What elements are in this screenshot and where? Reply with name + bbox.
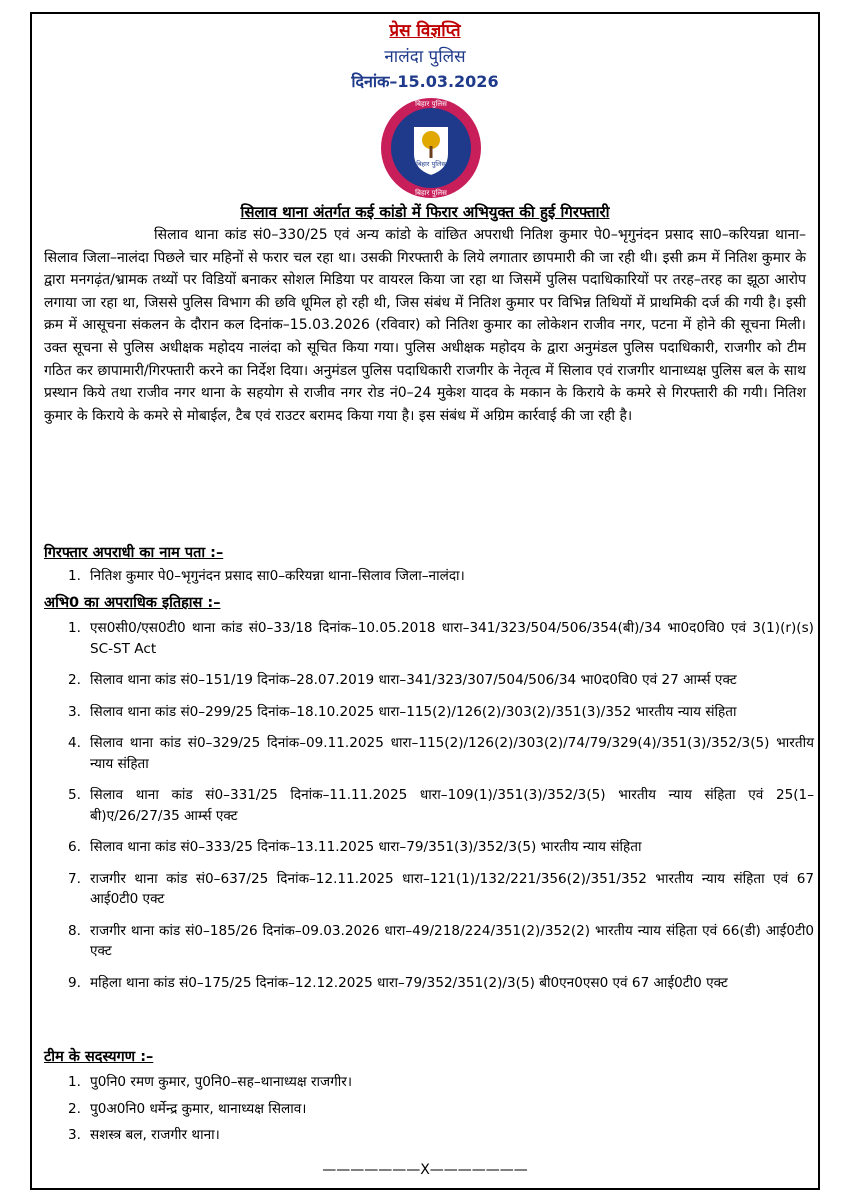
item-text: पु0नि0 रमण कुमार, पु0नि0–सह–थानाध्यक्ष राजगीर। xyxy=(90,1074,353,1090)
body-paragraph: सिलाव थाना कांड सं0–330/25 एवं अन्य कांडो के वांछित अपराधी नितिश कुमार पे0–भृगुनंदन प्रसाद सा0–करियन्ना थाना–सिलाव जिला–नालंदा पिछले चार महिनों से फरार चल रहा था। उसकी गिरफ्तारी के लिये लगातार छापमारी की जा रही थी। इसी क्रम में नितिश कुमार के द्वारा मनगढ़ंत/भ्रामक तथ्यों पर विडियों बनाकर सोशल मिडिया पर वायरल किया जा रहा था जिसमें पुलिस पदाधिकारियों पर तरह–तरह का झूठा आरोप लगाया जा रहा था, जिससे पुलिस विभाग की छवि धूमिल हो रही थी, जिस संबंध में नितिश कुमार पर विभिन्न तिथियों में प्राथमिकी दर्ज की गयी है। इसी क्रम में आसूचना संकलन के दौरान कल दिनांक–15.03.2026 (रविवार) को नितिश कुमार का लोकेशन राजीव नगर, पटना में होने की सूचना मिली। उक्त सूचना से पुलिस अधीक्षक महोदय नालंदा को सूचित किया गया। पुलिस अधीक्षक महोदय के द्वारा अनुमंडल पुलिस पदाधिकारी, राजगीर को टीम गठित कर छापामारी/गिरफ्तारी करने का निर्देश दिया। अनुमंडल पुलिस पदाधिकारी राजगीर के नेतृत्व में सिलाव एवं राजगीर थानाध्यक्ष पुलिस बल के साथ प्रस्थान किये तथा राजीव नगर थाना के सहयोग से राजीव नगर रोड नं0–24 मुकेश यादव के मकान के किराये के कमरे से गिरफ्तारी की गयी। नितिश कुमार के किराये के कमरे से मोबाईल, टैब एवं राउटर बरामद किया गया है। इस संबंध में अग्रिम कार्रवाई की जा रही है। xyxy=(44,227,806,424)
item-text: महिला थाना कांड सं0–175/25 दिनांक–12.12.2025 धारा–79/352/351(2)/3(5) बी0एन0एस0 एवं 67 आई0टी0 एक्ट xyxy=(90,974,728,991)
item-number: 6. xyxy=(68,839,81,855)
item-text: सिलाव थाना कांड सं0–333/25 दिनांक–13.11.2025 धारा–79/351(3)/352/3(5) भारतीय न्याय संहिता xyxy=(90,839,642,855)
arrested-heading: गिरफ्तार अपराधी का नाम पता :– xyxy=(44,545,224,561)
item-number: 9. xyxy=(68,974,81,991)
emblem-center-text: बिहार पुलिस xyxy=(416,160,446,168)
item-number: 7. xyxy=(68,870,81,887)
list-item xyxy=(44,837,814,858)
item-text: राजगीर थाना कांड सं0–637/25 दिनांक–12.11.2025 धारा–121(1)/132/221/356(2)/351/352 भारतीय न्याय संहिता एवं 67 आई0टी0 एक्ट xyxy=(90,870,814,907)
item-number: 4. xyxy=(68,735,81,751)
team-heading: टीम के सदस्यगण :– xyxy=(44,1049,154,1065)
item-text: सिलाव थाना कांड सं0–299/25 दिनांक–18.10.2025 धारा–115(2)/126(2)/303(2)/351(3)/352 भारतीय न्याय संहिता xyxy=(90,703,737,720)
org-name: नालंदा पुलिस xyxy=(384,47,466,67)
item-text: सशस्त्र बल, राजगीर थाना। xyxy=(90,1127,220,1143)
list-item xyxy=(44,1072,814,1093)
list-item xyxy=(44,702,814,723)
team-list xyxy=(44,1072,814,1146)
bihar-police-emblem-icon xyxy=(379,96,483,200)
item-text: सिलाव थाना कांड सं0–329/25 दिनांक–09.11.2025 धारा–115(2)/126(2)/303(2)/74/79/329(4)/351(3)/352/3(5) भारतीय न्याय संहिता xyxy=(90,735,814,772)
history-list xyxy=(44,618,814,993)
emblem-tree-trunk xyxy=(430,146,433,158)
item-text: एस0सी0/एस0टी0 थाना कांड सं0–33/18 दिनांक–10.05.2018 धारा–341/323/504/506/354(बी)/34 भा0द0वि0 एवं 3(1)(r)(s) SC-ST Act xyxy=(90,620,814,657)
item-number: 1. xyxy=(68,568,81,584)
item-text: सिलाव थाना कांड सं0–331/25 दिनांक–11.11.2025 धारा–109(1)/351(3)/352/3(5) भारतीय न्याय संहिता एवं 25(1–बी)ए/26/27/35 आर्म्स एक्ट xyxy=(90,787,814,824)
item-text: पु0अ0नि0 धर्मेन्द्र कुमार, थानाध्यक्ष सिलाव। xyxy=(90,1100,307,1117)
item-number: 2. xyxy=(68,1100,81,1117)
arrested-list xyxy=(44,566,814,587)
item-number: 8. xyxy=(68,922,81,939)
release-title: सिलाव थाना अंतर्गत कई कांडो में फिरार अभियुक्त की हुई गिरफ्तारी xyxy=(240,203,610,221)
item-number: 1. xyxy=(68,620,81,636)
list-item xyxy=(44,566,814,587)
list-item xyxy=(44,785,814,826)
item-number: 3. xyxy=(68,703,81,720)
list-item xyxy=(44,921,814,962)
list-item xyxy=(44,1099,814,1120)
list-item xyxy=(44,733,814,774)
emblem-bottom-text: बिहार पुलिस xyxy=(415,189,447,197)
end-mark: ———————X——————— xyxy=(322,1162,528,1178)
release-date: दिनांक–15.03.2026 xyxy=(351,72,499,91)
list-item xyxy=(44,869,814,910)
item-number: 3. xyxy=(68,1127,81,1143)
list-item xyxy=(44,973,814,994)
emblem-top-text: बिहार पुलिस xyxy=(415,100,447,108)
press-release-page xyxy=(30,12,820,1190)
history-heading: अभि0 का अपराधिक इतिहास :– xyxy=(44,595,221,611)
list-item xyxy=(44,1125,814,1146)
item-number: 2. xyxy=(68,672,81,688)
item-number: 1. xyxy=(68,1074,81,1090)
press-release-heading: प्रेस विज्ञप्ति xyxy=(389,21,461,41)
item-number: 5. xyxy=(68,787,81,803)
item-text: नितिश कुमार पे0–भृगुनंदन प्रसाद सा0–करियन्ना थाना–सिलाव जिला–नालंदा। xyxy=(90,568,465,584)
list-item xyxy=(44,618,814,659)
list-item xyxy=(44,670,814,691)
item-text: राजगीर थाना कांड सं0–185/26 दिनांक–09.03.2026 धारा–49/218/224/351(2)/352(2) भारतीय न्याय संहिता एवं 66(डी) आई0टी0 एक्ट xyxy=(90,922,814,959)
item-text: सिलाव थाना कांड सं0–151/19 दिनांक–28.07.2019 धारा–341/323/307/504/506/34 भा0द0वि0 एवं 27 आर्म्स एक्ट xyxy=(90,672,737,688)
